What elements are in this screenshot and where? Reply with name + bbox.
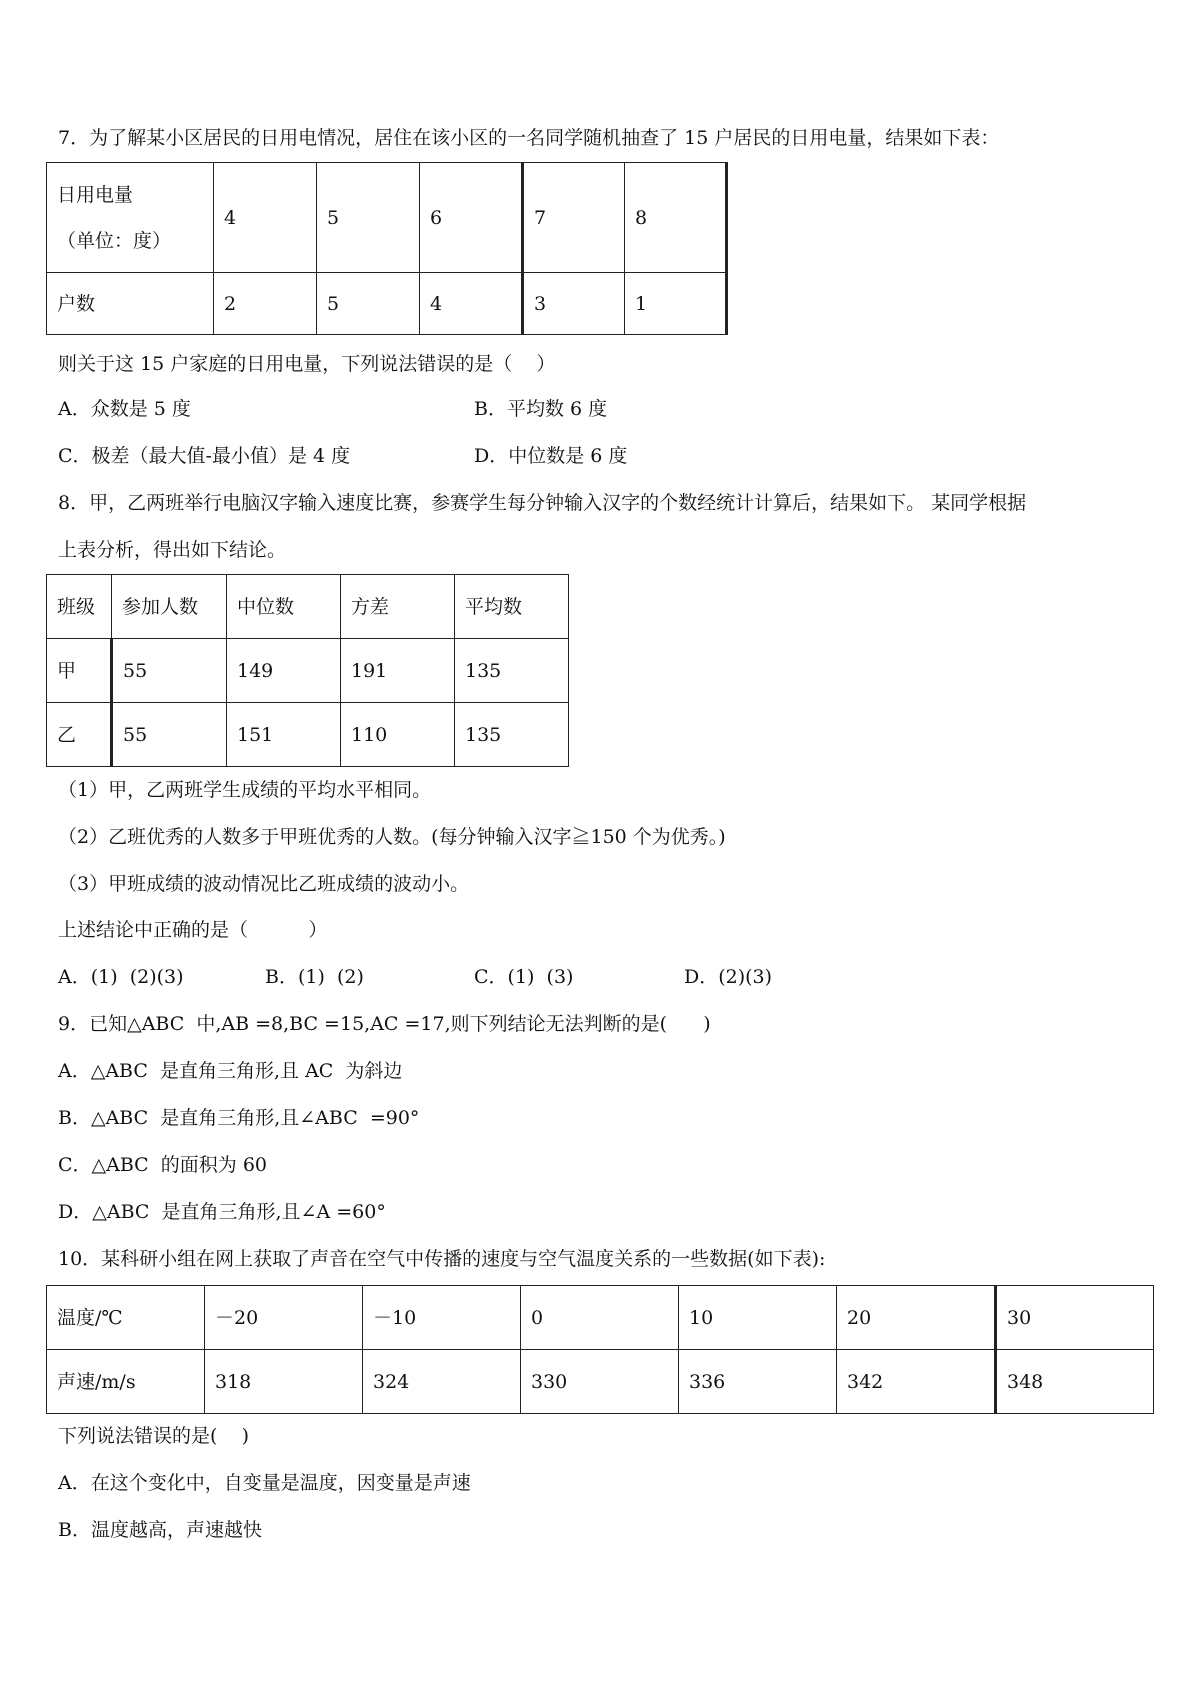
q8-option-a: A．(1) (2)(3) — [58, 966, 184, 988]
table-cell: 324 — [363, 1350, 521, 1414]
table-cell: 348 — [996, 1350, 1154, 1414]
q10-table — [46, 1285, 1154, 1414]
q8-option-b: B．(1) (2) — [265, 966, 364, 988]
q8-option-c: C．(1) (3) — [474, 966, 574, 988]
table-cell: 4 — [214, 163, 317, 273]
q8-table — [46, 574, 569, 767]
q10-option-b: B．温度越高，声速越快 — [58, 1519, 262, 1541]
q7-option-a: A．众数是 5 度 — [58, 398, 191, 420]
q9-option-a: A．△ABC 是直角三角形,且 AC 为斜边 — [58, 1060, 403, 1082]
table-cell: －20 — [205, 1286, 363, 1350]
q10-stem: 10．某科研小组在网上获取了声音在空气中传播的速度与空气温度关系的一些数据(如下表): — [58, 1248, 826, 1270]
table-cell: 班级 — [47, 575, 112, 639]
table-cell: 20 — [837, 1286, 996, 1350]
table-cell: 甲 — [47, 639, 112, 703]
table-cell: 参加人数 — [112, 575, 227, 639]
table-cell: 3 — [523, 273, 625, 335]
table-cell: 温度/℃ — [47, 1286, 205, 1350]
table-cell: 5 — [317, 273, 420, 335]
q8-stem-line2: 上表分析，得出如下结论。 — [58, 539, 287, 561]
table-cell: 2 — [214, 273, 317, 335]
table-cell: 0 — [521, 1286, 679, 1350]
table-cell: －10 — [363, 1286, 521, 1350]
q7-stem: 7．为了解某小区居民的日用电情况，居住在该小区的一名同学随机抽查了 15 户居民的日用电量，结果如下表： — [58, 127, 1000, 149]
table-row — [47, 163, 727, 273]
q9-option-c: C．△ABC 的面积为 60 — [58, 1154, 268, 1176]
table-cell: 7 — [523, 163, 625, 273]
table-cell: 191 — [341, 639, 455, 703]
table-cell: 30 — [996, 1286, 1154, 1350]
table-cell: 10 — [679, 1286, 837, 1350]
table-row — [47, 1286, 1154, 1350]
q8-option-d: D．(2)(3) — [684, 966, 773, 988]
table-cell: 318 — [205, 1350, 363, 1414]
q9-option-b: B．△ABC 是直角三角形,且∠ABC =90° — [58, 1107, 420, 1129]
q7-option-b: B．平均数 6 度 — [474, 398, 608, 420]
table-cell: 336 — [679, 1350, 837, 1414]
q8-conclusion-1: （1）甲，乙两班学生成绩的平均水平相同。 — [58, 779, 432, 801]
q9-option-d: D．△ABC 是直角三角形,且∠A =60° — [58, 1201, 386, 1223]
q8-stem-line1: 8．甲，乙两班举行电脑汉字输入速度比赛，参赛学生每分钟输入汉字的个数经统计计算后，结果如下。 某同学根据 — [58, 492, 1027, 514]
q7-option-d: D．中位数是 6 度 — [474, 445, 628, 467]
table-cell: 平均数 — [455, 575, 569, 639]
table-cell: 日用电量 （单位：度） — [47, 163, 214, 273]
table-cell: 8 — [625, 163, 727, 273]
table-cell: 6 — [420, 163, 523, 273]
table-cell: 4 — [420, 273, 523, 335]
table-cell: 声速/m/s — [47, 1350, 205, 1414]
q9-stem: 9．已知△ABC 中,AB =8,BC =15,AC =17,则下列结论无法判断的是( ) — [58, 1013, 711, 1035]
table-cell: 5 — [317, 163, 420, 273]
table-cell: 1 — [625, 273, 727, 335]
q8-question: 上述结论中正确的是（ ） — [58, 919, 328, 941]
table-row — [47, 703, 569, 767]
table-row — [47, 273, 727, 335]
table-cell: 110 — [341, 703, 455, 767]
table-row — [47, 639, 569, 703]
table-row — [47, 575, 569, 639]
table-cell: 户数 — [47, 273, 214, 335]
q7-option-c: C．极差（最大值-最小值）是 4 度 — [58, 445, 351, 467]
table-cell: 135 — [455, 639, 569, 703]
table-cell: 135 — [455, 703, 569, 767]
q7-table — [46, 162, 728, 335]
q10-option-a: A．在这个变化中，自变量是温度，因变量是声速 — [58, 1472, 471, 1494]
table-cell: 55 — [112, 703, 227, 767]
q8-conclusion-2: （2）乙班优秀的人数多于甲班优秀的人数。(每分钟输入汉字≧150 个为优秀。) — [58, 826, 726, 848]
q10-question: 下列说法错误的是( ) — [58, 1425, 249, 1447]
table-cell: 342 — [837, 1350, 996, 1414]
table-cell: 乙 — [47, 703, 112, 767]
table-cell: 330 — [521, 1350, 679, 1414]
table-cell: 151 — [227, 703, 341, 767]
q8-conclusion-3: （3）甲班成绩的波动情况比乙班成绩的波动小。 — [58, 873, 470, 895]
table-cell: 方差 — [341, 575, 455, 639]
q7-question: 则关于这 15 户家庭的日用电量，下列说法错误的是（ ） — [58, 353, 556, 375]
table-cell: 149 — [227, 639, 341, 703]
table-cell: 中位数 — [227, 575, 341, 639]
table-cell: 55 — [112, 639, 227, 703]
table-row — [47, 1350, 1154, 1414]
